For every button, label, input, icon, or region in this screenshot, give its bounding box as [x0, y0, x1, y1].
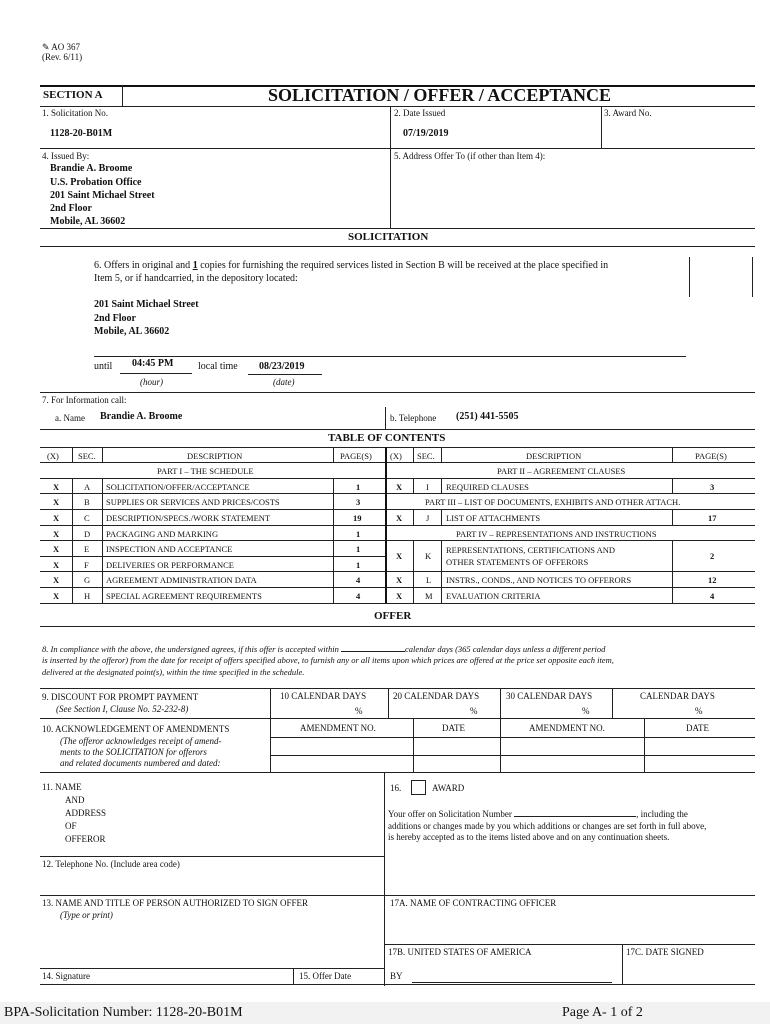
toc-pages: 19	[353, 513, 362, 523]
item6-line2: Item 5, or if handcarried, in the depository located:	[94, 273, 298, 284]
toc-desc: SUPPLIES OR SERVICES AND PRICES/COSTS	[106, 497, 280, 507]
discount-20-label: 20 CALENDAR DAYS	[393, 691, 480, 701]
item16-label: 16.	[390, 783, 402, 793]
issuer-floor: 2nd Floor	[50, 203, 92, 214]
award-line2: additions or changes made by you which additions or changes are set forth in full above,	[388, 821, 707, 831]
item7-label: 7. For Information call:	[42, 395, 127, 405]
amendment-no-label-2: AMENDMENT NO.	[529, 723, 605, 733]
footer-left: BPA-Solicitation Number: 1128-20-B01M	[4, 1005, 243, 1020]
depository-floor: 2nd Floor	[94, 313, 136, 324]
item11-label: 11. NAME	[42, 782, 82, 792]
toc-sec: H	[84, 591, 91, 601]
toc-pages: 1	[356, 544, 361, 554]
item4-label: 4. Issued By:	[42, 151, 90, 161]
depository-city: Mobile, AL 36602	[94, 326, 170, 337]
toc-sec: I	[426, 482, 429, 492]
toc-pages: 3	[710, 482, 715, 492]
item17b-label: 17B. UNITED STATES OF AMERICA	[388, 947, 532, 957]
toc-part-1: PART I – THE SCHEDULE	[157, 466, 254, 476]
toc-pages: 17	[708, 513, 717, 523]
toc-header-desc-right: DESCRIPTION	[526, 451, 582, 461]
until-label: until	[94, 361, 113, 372]
solicitation-header: SOLICITATION	[348, 231, 429, 243]
item17a-label: 17A. NAME OF CONTRACTING OFFICER	[390, 898, 557, 908]
item6-line1: 6. Offers in original and 1 copies for furnishing the required services listed in Section B will be received at the place specified in	[94, 260, 609, 271]
toc-desc: REPRESENTATIONS, CERTIFICATIONS AND	[446, 545, 616, 555]
toc-desc: OTHER STATEMENTS OF OFFERORS	[446, 557, 589, 567]
toc-header-x-right: (X)	[390, 451, 402, 461]
discount-30-label: 30 CALENDAR DAYS	[506, 691, 593, 701]
discount-20-pct: %	[470, 706, 478, 716]
hour-caption: (hour)	[140, 377, 163, 387]
toc-pages: 4	[356, 591, 361, 601]
toc-x: X	[396, 513, 403, 523]
item14-label: 14. Signature	[42, 971, 90, 981]
name-label: a. Name	[55, 413, 85, 423]
footer-page: Page A- 1 of 2	[562, 1005, 643, 1020]
toc-pages: 1	[356, 560, 361, 570]
item10-label: 10. ACKNOWLEDGEMENT OF AMENDMENTS	[42, 724, 230, 734]
toc-x: X	[53, 575, 60, 585]
due-hour: 04:45 PM	[132, 358, 174, 369]
toc-part-2: PART II – AGREEMENT CLAUSES	[497, 466, 626, 476]
toc-x: X	[53, 513, 60, 523]
toc-pages: 12	[708, 575, 717, 585]
item2-label: 2. Date Issued	[394, 108, 446, 118]
item11-offeror: OFFEROR	[65, 834, 106, 844]
toc-desc: INSTRS., CONDS., AND NOTICES TO OFFERORS	[446, 575, 632, 585]
date-issued: 07/19/2019	[403, 128, 449, 139]
toc-sec: M	[425, 591, 433, 601]
by-label: BY	[390, 971, 403, 981]
toc-header-pages-right: PAGE(S)	[695, 451, 727, 461]
discount-30-pct: %	[582, 706, 590, 716]
toc-desc: EVALUATION CRITERIA	[446, 591, 541, 601]
copies-count: 1	[192, 260, 198, 271]
toc-x: X	[53, 544, 60, 554]
item8-line2: is inserted by the offeror) from the date for receipt of offers specified above, to furnish any or all items upon which prices are offered at the price set opposite each item,	[42, 655, 614, 665]
discount-10-label: 10 CALENDAR DAYS	[280, 691, 367, 701]
toc-desc: DELIVERIES OR PERFORMANCE	[106, 560, 234, 570]
toc-sec: J	[426, 513, 430, 523]
toc-desc: AGREEMENT ADMINISTRATION DATA	[106, 575, 257, 585]
toc-desc: SOLICITATION/OFFER/ACCEPTANCE	[106, 482, 250, 492]
toc-header-desc: DESCRIPTION	[187, 451, 243, 461]
toc-pages: 1	[356, 482, 361, 492]
toc-desc: DESCRIPTION/SPECS./WORK STATEMENT	[106, 513, 271, 523]
toc-pages: 1	[356, 529, 361, 539]
toc-sec: E	[84, 544, 90, 554]
amendment-no-label-1: AMENDMENT NO.	[300, 723, 376, 733]
item11-and: AND	[65, 795, 85, 805]
item10-sub-2: ments to the SOLICITATION for offerors	[60, 747, 207, 757]
issuer-office: U.S. Probation Office	[50, 177, 142, 188]
toc-x: X	[53, 497, 60, 507]
toc-sec: K	[425, 551, 432, 561]
toc-title: TABLE OF CONTENTS	[328, 432, 446, 444]
toc-x: X	[396, 591, 403, 601]
toc-sec: B	[84, 497, 90, 507]
contact-name: Brandie A. Broome	[100, 411, 183, 422]
toc-desc: SPECIAL AGREEMENT REQUIREMENTS	[106, 591, 262, 601]
toc-header-sec: SEC.	[78, 451, 96, 461]
item11-address: ADDRESS	[65, 808, 107, 818]
item1-label: 1. Solicitation No.	[42, 108, 108, 118]
toc-pages: 3	[356, 497, 361, 507]
pen-icon: ✎	[42, 42, 52, 52]
toc-sec: D	[84, 529, 91, 539]
discount-10-pct: %	[355, 706, 363, 716]
toc-header-pages: PAGE(S)	[340, 451, 372, 461]
award-checkbox[interactable]	[411, 780, 426, 795]
issuer-city: Mobile, AL 36602	[50, 216, 126, 227]
toc-desc: LIST OF ATTACHMENTS	[446, 513, 541, 523]
toc-desc: PACKAGING AND MARKING	[106, 529, 219, 539]
depository-street: 201 Saint Michael Street	[94, 299, 199, 310]
due-date: 08/23/2019	[259, 361, 305, 372]
toc-sec: A	[84, 482, 91, 492]
toc-x: X	[53, 529, 60, 539]
toc-sec: L	[426, 575, 432, 585]
local-time-label: local time	[198, 361, 238, 372]
toc-pages: 4	[356, 575, 361, 585]
toc-sec: C	[84, 513, 90, 523]
toc-part-4: PART IV – REPRESENTATIONS AND INSTRUCTIONS	[456, 529, 657, 539]
section-label: SECTION A	[43, 89, 103, 101]
date-caption: (date)	[273, 377, 295, 387]
item17c-label: 17C. DATE SIGNED	[626, 947, 704, 957]
item11-of: OF	[65, 821, 77, 831]
solicitation-number: 1128-20-B01M	[50, 128, 113, 139]
toc-desc: INSPECTION AND ACCEPTANCE	[106, 544, 233, 554]
item8-line3: delivered at the designated point(s), within the time specified in the schedule.	[42, 667, 305, 677]
telephone-label: b. Telephone	[390, 413, 437, 423]
toc-sec: F	[84, 560, 89, 570]
form-revision: (Rev. 6/11)	[42, 52, 83, 62]
item13-label: 13. NAME AND TITLE OF PERSON AUTHORIZED TO SIGN OFFER	[42, 898, 309, 908]
amendment-date-label-1: DATE	[442, 723, 465, 733]
toc-x: X	[53, 560, 60, 570]
item15-label: 15. Offer Date	[299, 971, 352, 981]
toc-pages: 4	[710, 591, 715, 601]
toc-header-sec-right: SEC.	[417, 451, 435, 461]
toc-x: X	[396, 482, 403, 492]
toc-x: X	[396, 575, 403, 585]
toc-header-x: (X)	[47, 451, 59, 461]
award-label: AWARD	[432, 783, 465, 793]
item5-label: 5. Address Offer To (if other than Item 4):	[394, 151, 546, 161]
toc-desc: REQUIRED CLAUSES	[446, 482, 529, 492]
award-line3: is hereby accepted as to the items listed above and on any continuation sheets.	[388, 832, 670, 842]
item10-sub-1: (The offeror acknowledges receipt of amend-	[60, 736, 222, 746]
toc-x: X	[53, 591, 60, 601]
item12-label: 12. Telephone No. (Include area code)	[42, 859, 180, 869]
toc-sec: G	[84, 575, 91, 585]
toc-pages: 2	[710, 551, 715, 561]
item8-line1: 8. In compliance with the above, the undersigned agrees, if this offer is accepted within calendar days (365 calendar days unless a different period	[42, 644, 606, 654]
form-number: ✎ AO 367	[42, 42, 81, 52]
page-title: SOLICITATION / OFFER / ACCEPTANCE	[268, 85, 612, 105]
contact-telephone: (251) 441-5505	[456, 411, 519, 422]
item9-label: 9. DISCOUNT FOR PROMPT PAYMENT	[42, 692, 199, 702]
toc-x: X	[53, 482, 60, 492]
item3-label: 3. Award No.	[604, 108, 652, 118]
toc-part-3: PART III – LIST OF DOCUMENTS, EXHIBITS AND OTHER ATTACH.	[425, 497, 681, 507]
award-line1: Your offer on Solicitation Number , including the	[388, 809, 688, 819]
amendment-date-label-2: DATE	[686, 723, 709, 733]
toc-x: X	[396, 551, 403, 561]
discount-other-pct: %	[695, 706, 703, 716]
item9-sub: (See Section I, Clause No. 52-232-8)	[56, 704, 189, 714]
issuer-name: Brandie A. Broome	[50, 163, 133, 174]
item13-sub: (Type or print)	[60, 910, 113, 920]
item10-sub-3: and related documents numbered and dated:	[60, 758, 221, 768]
issuer-street: 201 Saint Michael Street	[50, 190, 155, 201]
discount-other-label: CALENDAR DAYS	[640, 691, 715, 701]
offer-header: OFFER	[374, 610, 412, 622]
